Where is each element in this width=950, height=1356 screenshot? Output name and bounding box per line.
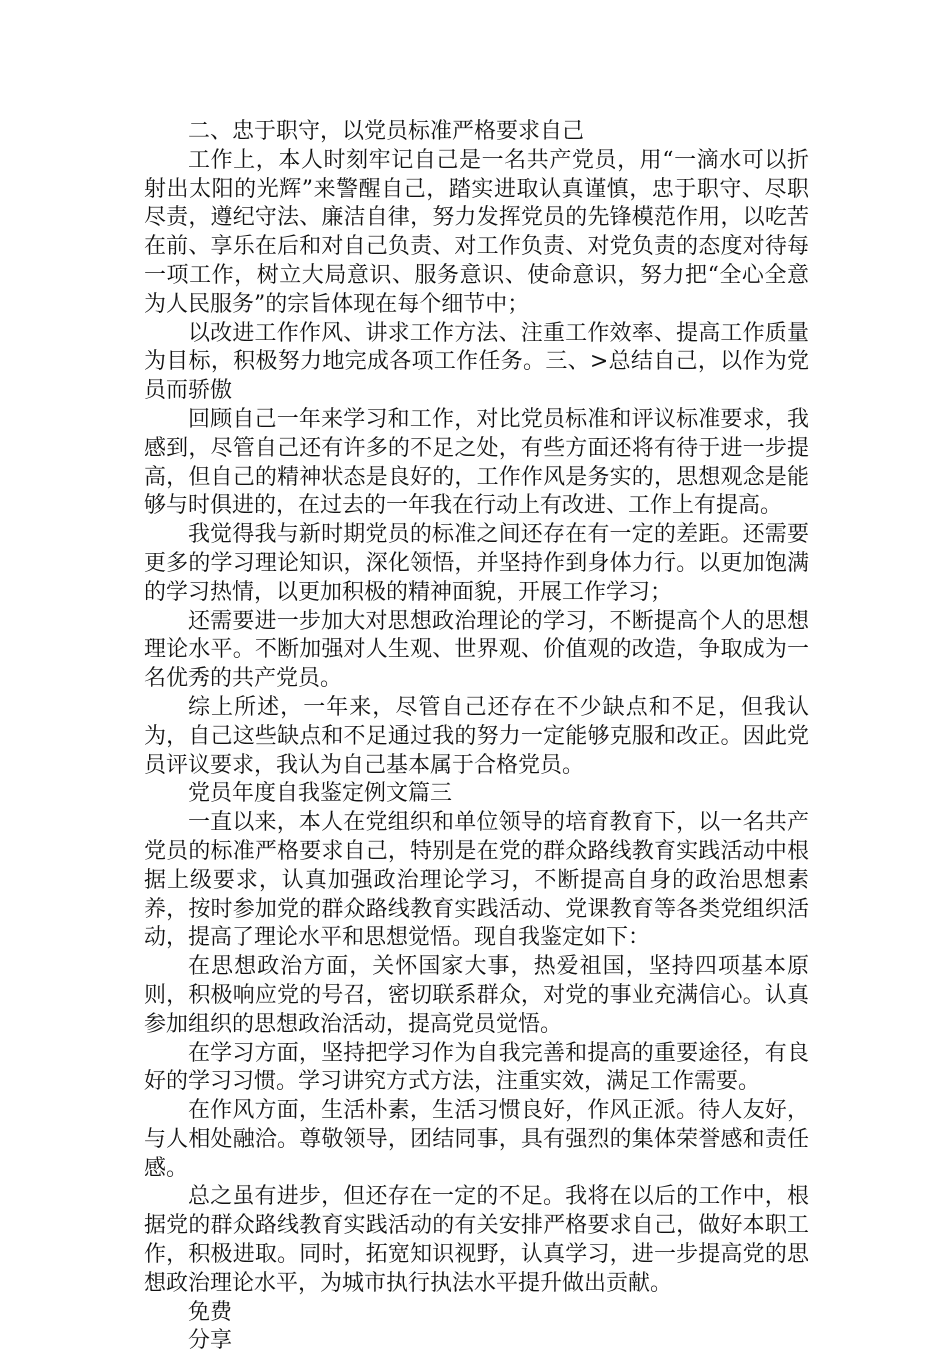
free-label: 免费 xyxy=(188,1299,233,1325)
paragraph: 以改进工作作风、讲求工作方法、注重工作效率、提高工作质量为目标，积极努力地完成各项工作任务。三、>总结自己，以作为党员而骄傲 xyxy=(144,320,809,404)
paragraph: 回顾自己一年来学习和工作，对比党员标准和评议标准要求，我感到，尽管自己还有许多的不足之处，有些方面还将有待于进一步提高，但自己的精神状态是良好的，工作作风是务实的，思想观念是能够与时俱进的，在过去的一年我在行动上有改进、工作上有提高。 xyxy=(144,406,809,519)
paragraph: 在作风方面，生活朴素，生活习惯良好，作风正派。待人友好，与人相处融洽。尊敬领导，团结同事，具有强烈的集体荣誉感和责任感。 xyxy=(144,1098,809,1181)
paragraph: 工作上，本人时刻牢记自己是一名共产党员，用“一滴水可以折射出太阳的光辉”来警醒自己，踏实进取认真谨慎，忠于职守、尽职尽责，遵纪守法、廉洁自律，努力发挥党员的先锋模范作用，以吃苦在前、享乐在后和对自己负责、对工作负责、对党负责的态度对待每一项工作，树立大局意识、服务意识、使命意识，努力把“全心全意为人民服务”的宗旨体现在每个细节中； xyxy=(144,147,809,317)
section-heading-loyalty: 二、忠于职守，以党员标准严格要求自己 xyxy=(188,119,585,144)
section-heading-example-3: 党员年度自我鉴定例文篇三 xyxy=(188,781,453,807)
paragraph: 我觉得我与新时期党员的标准之间还存在有一定的差距。还需要更多的学习理论知识，深化领悟，并坚持作到身体力行。以更加饱满的学习热情，以更加积极的精神面貌，开展工作学习； xyxy=(144,522,809,605)
document-body xyxy=(144,118,809,1356)
paragraph: 在学习方面，坚持把学习作为自我完善和提高的重要途径，有良好的学习习惯。学习讲究方式方法，注重实效，满足工作需要。 xyxy=(144,1040,809,1095)
paragraph: 综上所述，一年来，尽管自己还存在不少缺点和不足，但我认为，自己这些缺点和不足通过我的努力一定能够克服和改正。因此党员评议要求，我认为自己基本属于合格党员。 xyxy=(144,694,809,778)
share-label: 分享 xyxy=(188,1328,233,1354)
paragraph: 总之虽有进步，但还存在一定的不足。我将在以后的工作中，根据党的群众路线教育实践活动的有关安排严格要求自己，做好本职工作，积极进取。同时，拓宽知识视野，认真学习，进一步提高党的思想政治理论水平，为城市执行执法水平提升做出贡献。 xyxy=(144,1184,809,1296)
paragraph: 一直以来，本人在党组织和单位领导的培育教育下，以一名共产党员的标准严格要求自己，特别是在党的群众路线教育实践活动中根据上级要求，认真加强政治理论学习，不断提高自身的政治思想素养，按时参加党的群众路线教育实践活动、党课教育等各类党组织活动，提高了理论水平和思想觉悟。现自我鉴定如下： xyxy=(144,810,809,951)
paragraph: 还需要进一步加大对思想政治理论的学习，不断提高个人的思想理论水平。不断加强对人生观、世界观、价值观的改造，争取成为一名优秀的共产党员。 xyxy=(144,608,809,692)
paragraph: 在思想政治方面，关怀国家大事，热爱祖国，坚持四项基本原则，积极响应党的号召，密切联系群众，对党的事业充满信心。认真参加组织的思想政治活动，提高党员觉悟。 xyxy=(144,954,809,1037)
